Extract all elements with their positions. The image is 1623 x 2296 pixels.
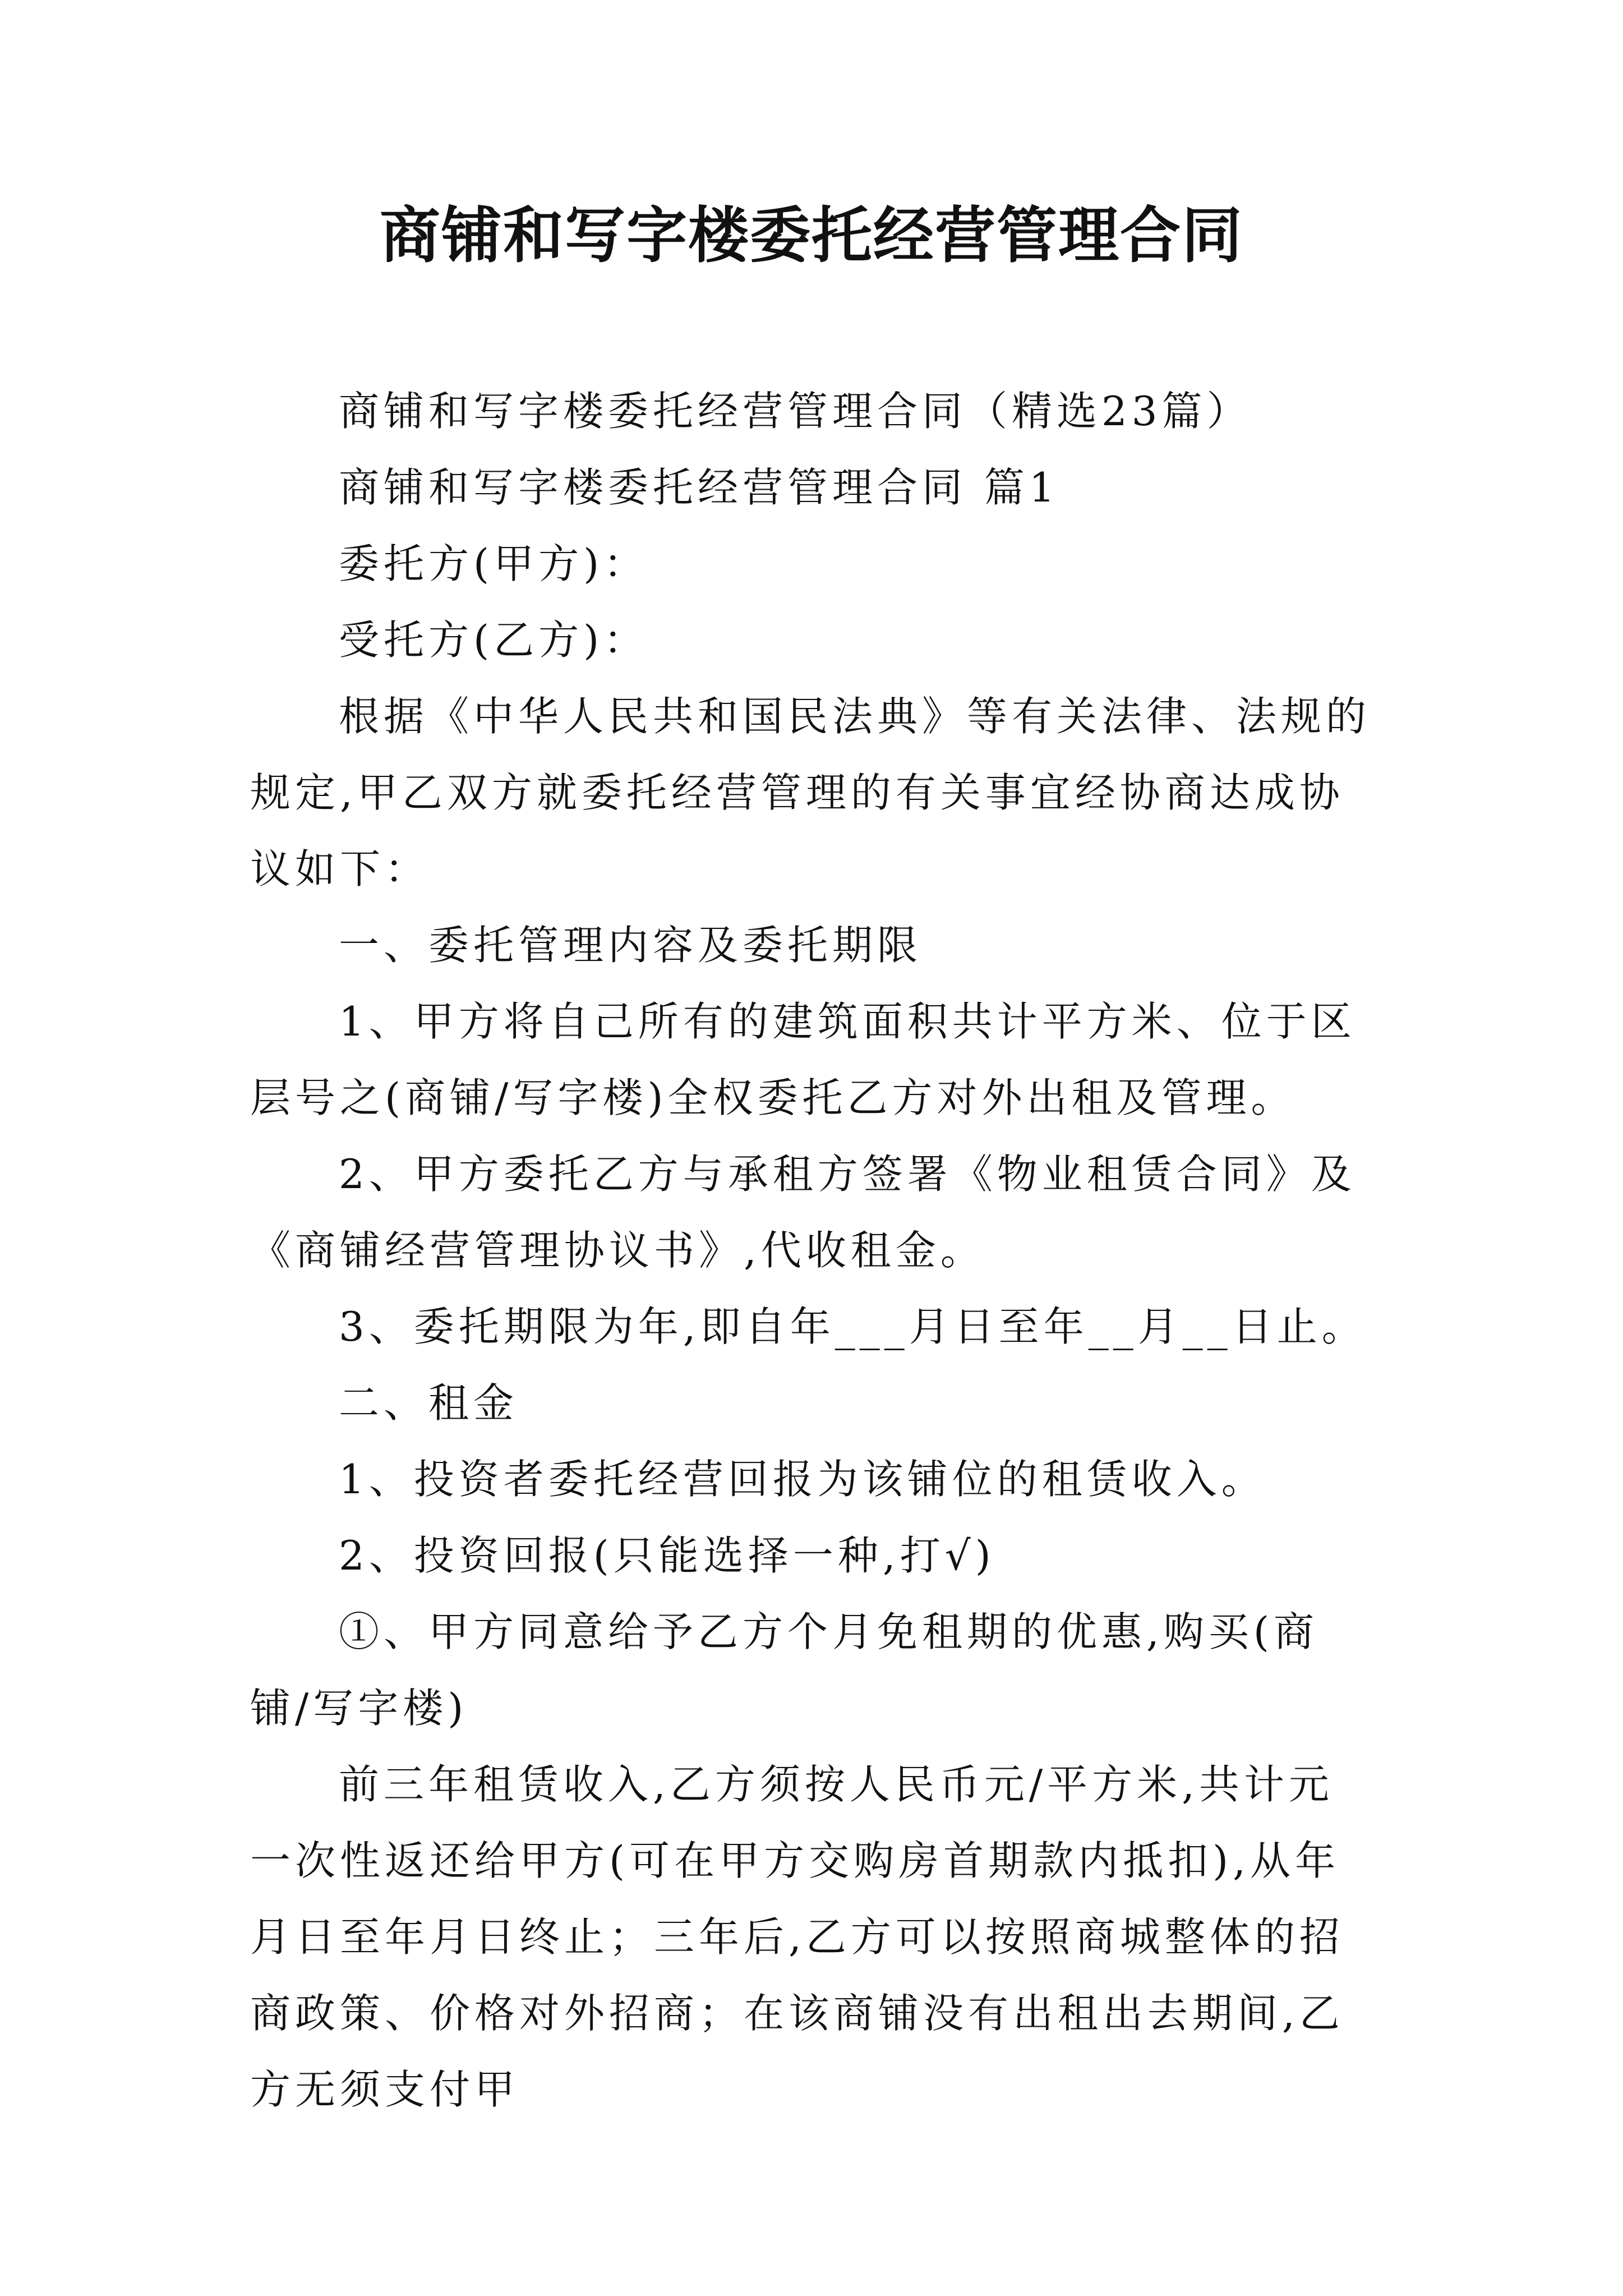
paragraph-subtitle: 商铺和写字楼委托经营管理合同（精选23篇） <box>339 388 1252 435</box>
paragraph-clause: 前三年租赁收入,乙方须按人民币元/平方米,共计元一次性返还给甲方(可在甲方交购房首期款内抵扣),从年月日至年月日终止；三年后,乙方可以按照商城整体的招商政策、价格对外招商；在该商铺没有出租出去期间,乙方无须支付甲 <box>250 1761 1344 2113</box>
paragraph-clause: ①、甲方同意给予乙方个月免租期的优惠,购买(商铺/写字楼) <box>250 1608 1318 1732</box>
document-body <box>250 373 1372 2128</box>
paragraph-section-heading: 商铺和写字楼委托经营管理合同 篇1 <box>339 464 1059 511</box>
paragraph-clause: 3、委托期限为年,即自年___月日至年__月__日止。 <box>339 1303 1367 1350</box>
paragraph-clause: 1、投资者委托经营回报为该铺位的租赁收入。 <box>339 1456 1266 1503</box>
paragraph-clause: 1、甲方将自己所有的建筑面积共计平方米、位于区层号之(商铺/写字楼)全权委托乙方对外出租及管理。 <box>250 998 1356 1121</box>
paragraph-party-a: 委托方(甲方)： <box>339 540 649 587</box>
paragraph-clause: 2、投资回报(只能选择一种,打√) <box>339 1532 995 1579</box>
paragraph-heading-scope: 一、委托管理内容及委托期限 <box>339 922 923 969</box>
paragraph-heading-rent: 二、租金 <box>339 1379 519 1427</box>
paragraph-party-b: 受托方(乙方)： <box>339 616 649 664</box>
paragraph-clause: 2、甲方委托乙方与承租方签署《物业租赁合同》及《商铺经营管理协议书》,代收租金。 <box>250 1151 1356 1274</box>
document-title: 商铺和写字楼委托经营管理合同 <box>379 200 1243 271</box>
paragraph-preamble: 根据《中华人民共和国民法典》等有关法律、法规的规定,甲乙双方就委托经营管理的有关事宜经协商达成协议如下： <box>250 693 1371 892</box>
